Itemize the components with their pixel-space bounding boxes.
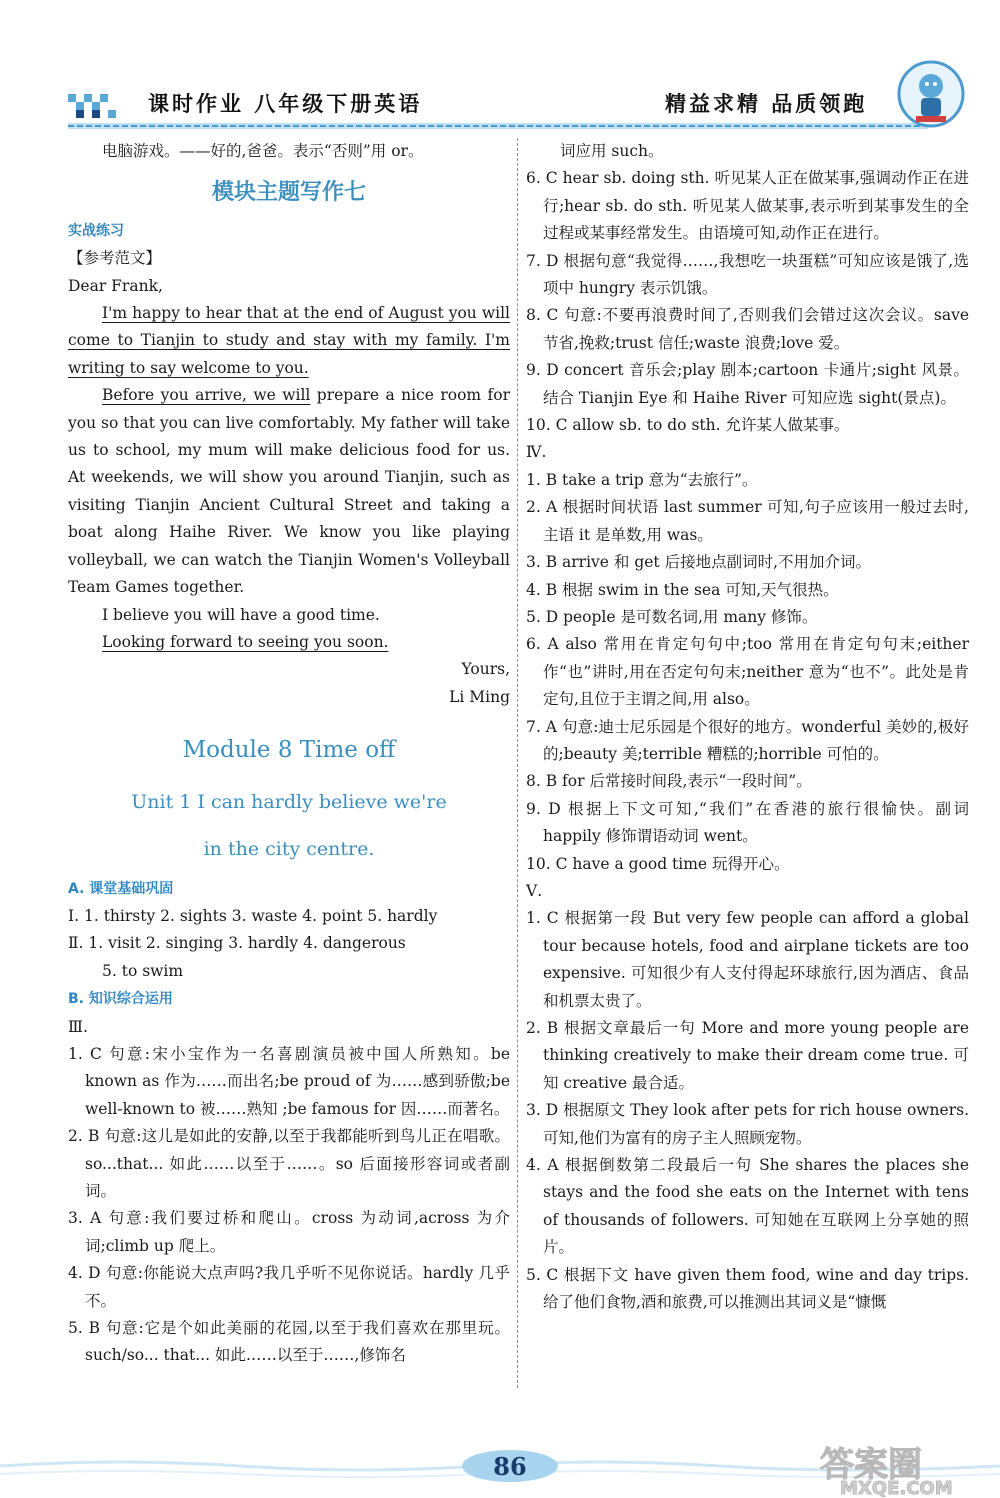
answer-item: 5. C 根据下文 have given them food, wine and day trips. 给了他们食物,酒和旅费,可以推测出其词义是“慷慨 xyxy=(526,1265,969,1312)
letter-para-2-underlined: Before you arrive, we will xyxy=(102,386,311,405)
column-divider xyxy=(517,138,518,1388)
letter-closing: Yours, xyxy=(461,660,510,679)
answer-item: 词应用 such。 xyxy=(560,142,664,160)
answer-item: 3. D 根据原文 They look after pets for rich house owners. 可知,他们为富有的房子主人照顾宠物。 xyxy=(526,1101,969,1147)
page-number: 86 xyxy=(493,1452,527,1481)
letter-para-3: I believe you will have a good time. xyxy=(102,605,380,624)
answer-item: 4. D 句意:你能说大点声吗?我几乎听不见你说话。hardly 几乎不。 xyxy=(68,1264,510,1310)
book-title: 课时作业 八年级下册英语 xyxy=(148,92,423,116)
answer-item: 7. A 句意:迪士尼乐园是个很好的地方。wonderful 美妙的,极好的;beauty 美;terrible 糟糕的;horrible 可怕的。 xyxy=(526,717,969,763)
section-title: 模块主题写作七 xyxy=(211,180,366,206)
mascot-icon xyxy=(896,56,966,132)
roman-numeral: Ⅴ. xyxy=(526,881,543,900)
svg-text:答案圈: 答案圈 xyxy=(820,1445,922,1485)
answer-item: 1. B take a trip 意为“去旅行”。 xyxy=(526,470,758,489)
answer-item: 4. A 根据倒数第二段最后一句 She shares the places she stays and the food she eats on the Internet with tens of thousands of followers. 可知她在互联网上分享她的照片。 xyxy=(526,1156,969,1257)
answer-line: 5. to swim xyxy=(102,961,184,980)
svg-text:MXQE.COM: MXQE.COM xyxy=(840,1478,953,1498)
answer-item: 5. D people 是可数名词,用 many 修饰。 xyxy=(526,607,818,626)
answer-item: 7. D 根据句意“我觉得……,我想吃一块蛋糕”可知应该是饿了,选项中 hungry 表示饥饿。 xyxy=(526,251,969,298)
answer-item: 4. B 根据 swim in the sea 可知,天气很热。 xyxy=(526,580,839,599)
answer-item: 10. C allow sb. to do sth. 允许某人做某事。 xyxy=(526,416,850,435)
answer-item: 10. C have a good time 玩得开心。 xyxy=(526,854,790,873)
answer-line: Ⅱ. 1. visit 2. singing 3. hardly 4. dangerous xyxy=(68,934,406,953)
answer-item: 1. C 句意:宋小宝作为一名喜剧演员被中国人所熟知。be known as 作为……而出名;be proud of 为……感到骄傲;be well-known to 被……熟知 ;be famous for 因……而著名。 xyxy=(68,1044,510,1118)
left-column xyxy=(68,138,510,1370)
page-header xyxy=(0,0,1000,135)
module-title: Module 8 Time off xyxy=(182,737,396,764)
text-line: 电脑游戏。——好的,爸爸。表示“否则”用 or。 xyxy=(102,142,424,160)
answer-item: 9. D 根据上下文可知,“我们”在香港的旅行很愉快。副词 happily 修饰谓语动词 went。 xyxy=(526,799,969,846)
answer-item: 2. B 句意:这儿是如此的安静,以至于我都能听到鸟儿正在唱歌。so...that... 如此……以至于……。so 后面接形容词或者副词。 xyxy=(68,1127,510,1200)
answer-item: 2. B 根据文章最后一句 More and more young people are thinking creatively to make their dream come true. 可知 creative 最合适。 xyxy=(526,1019,969,1092)
answer-item: 2. A 根据时间状语 last summer 可知,句子应该用一般过去时,主语 it 是单数,用 was。 xyxy=(526,498,969,544)
letter-para-4: Looking forward to seeing you soon. xyxy=(102,632,389,651)
letter-para-2-rest: prepare a nice room for you so that you can live comfortably. My father will take us to school, my mum will make delicious food for us. At weekends, we will show you around Tianjin, such as visiting Tianjin Ancient Cultural Street and taking a boat along Haihe River. We know you like playing volleyball, we can watch the Tianjin Women's Volleyball Team Games together. xyxy=(68,386,510,597)
answer-item: 3. A 句意:我们要过桥和爬山。cross 为动词,across 为介词;climb up 爬上。 xyxy=(68,1209,510,1255)
section-a-label: A. 课堂基础巩固 xyxy=(68,880,174,897)
answer-item: 6. C hear sb. doing sth. 听见某人正在做某事,强调动作正在进行;hear sb. do sth. 听见某人做某事,表示听到某事发生的全过程或某事经常发生。由语境可知,动作正在进行。 xyxy=(526,169,969,243)
roman-numeral: Ⅳ. xyxy=(526,443,547,462)
roman-numeral: Ⅲ. xyxy=(68,1017,88,1036)
unit-title-line-1: Unit 1 I can hardly believe we're xyxy=(131,790,447,813)
slogan: 精益求精 品质领跑 xyxy=(665,92,868,116)
header-rule xyxy=(68,118,928,134)
section-b-label: B. 知识综合运用 xyxy=(68,991,173,1008)
unit-title-line-2: in the city centre. xyxy=(203,837,375,860)
right-column xyxy=(526,138,969,1316)
letter-signature: Li Ming xyxy=(449,687,510,706)
sample-label: 【参考范文】 xyxy=(68,249,162,268)
letter-para-1: I'm happy to hear that at the end of August you will come to Tianjin to study and stay with my family. I'm writing to say welcome to you. xyxy=(68,304,510,377)
answer-item: 8. C 句意:不要再浪费时间了,否则我们会错过这次会议。save 节省,挽救;trust 信任;waste 浪费;love 爱。 xyxy=(526,306,969,352)
answer-item: 1. C 根据第一段 But very few people can afford a global tour because hotels, food and airplane tickets are too expensive. 可知很少有人支付得起环球旅行,因为酒店、食品和机票太贵了。 xyxy=(526,909,969,1010)
answer-item: 3. B arrive 和 get 后接地点副词时,不用加介词。 xyxy=(526,553,872,572)
watermark-logo xyxy=(800,1440,990,1498)
answer-item: 5. B 句意:它是个如此美丽的花园,以至于我们喜欢在那里玩。such/so... that... 如此……以至于……,修饰名 xyxy=(68,1319,510,1365)
answer-item: 8. B for 后常接时间段,表示“一段时间”。 xyxy=(526,772,812,791)
letter-para-2 xyxy=(68,382,510,601)
answer-item: 6. A also 常用在肯定句句中;too 常用在肯定句句末;either 作“也”讲时,用在否定句句末;neither 意为“也不”。此处是肯定句,且位于主谓之间,用 also。 xyxy=(526,635,969,709)
answer-item: 9. D concert 音乐会;play 剧本;cartoon 卡通片;sight 风景。结合 Tianjin Eye 和 Haihe River 可知应选 sight(景点)。 xyxy=(526,361,969,407)
practice-label: 实战练习 xyxy=(68,222,124,239)
letter-greeting: Dear Frank, xyxy=(68,276,163,295)
answer-line: Ⅰ. 1. thirsty 2. sights 3. waste 4. point 5. hardly xyxy=(68,906,438,925)
